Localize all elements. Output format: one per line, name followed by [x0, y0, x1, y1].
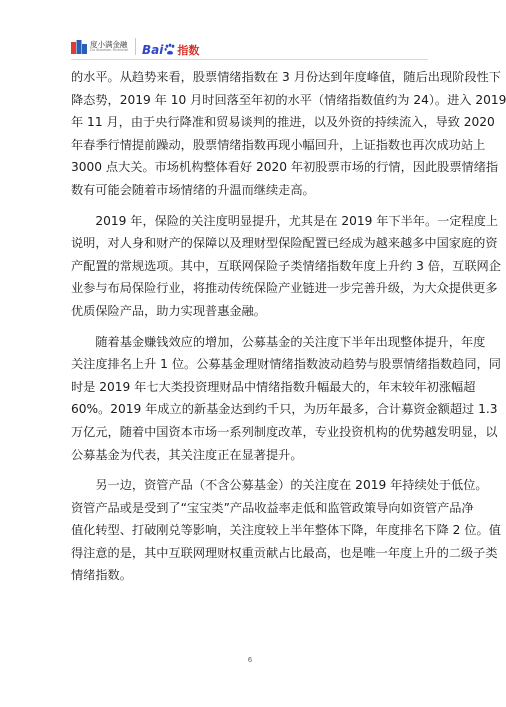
text-line: 得注意的是，其中互联网理财权重贡献占比最高，也是唯一年度上升的二级子类: [71, 545, 498, 560]
text-line: 降态势，2019 年 10 月时回落至年初的水平（情绪指数值约为 24）。进入 2019: [71, 92, 506, 107]
text-line: 关注度排名上升 1 位。公募基金理财情绪指数波动趋势与股票情绪指数趋同，同: [71, 357, 501, 372]
page-number: 6: [247, 656, 253, 664]
duxiaoman-logo-text: 度小满金融: [90, 40, 128, 49]
text-line: 情绪指数。: [71, 568, 132, 583]
duxiaoman-logo-subtitle: Du Xiaoman Financial: [90, 48, 128, 52]
text-line: 的水平。从趋势来看，股票情绪指数在 3 月份达到年度峰值，随后出现阶段性下: [71, 70, 501, 84]
text-line: 60%。2019 年成立的新基金达到约千只，为历年最多，合计募资金额超过 1.3: [71, 402, 498, 417]
text-line: 优质保险产品，助力实现普惠金融。: [71, 303, 266, 318]
text-line: 值化转型、打破刚兑等影响，关注度较上半年整体下降，年度排名下降 2 位。值: [71, 523, 501, 538]
paragraph: [71, 66, 506, 202]
baidu-index-logo: [142, 39, 199, 55]
index-logo-text: 指数: [177, 44, 200, 57]
paw-icon: [164, 43, 176, 55]
paragraph: [71, 210, 501, 323]
text-line: 随着基金赚钱效应的增加，公募基金的关注度下半年出现整体提升，年度: [71, 334, 486, 349]
text-line: 公募基金为代表，其关注度正在显著提升。: [71, 447, 303, 462]
text-line: 数有可能会随着市场情绪的升温而继续走高。: [71, 182, 315, 197]
text-line: 时是 2019 年七大类投资理财品中情绪指数升幅最大的，年末较年初涨幅超: [71, 379, 476, 394]
paragraph: [71, 474, 501, 587]
text-line: 年 11 月，由于央行降准和贸易谈判的推进，以及外资的持续流入，导致 2020: [71, 115, 495, 130]
header-rule: [71, 59, 428, 60]
paragraph: [71, 331, 501, 467]
text-line: 3000 点大关。市场机构整体看好 2020 年初股票市场的行情，因此股票情绪指: [71, 160, 499, 175]
text-line: 业参与布局保险行业，将推动传统保险产业链进一步完善升级，为大众提供更多: [71, 281, 498, 296]
baidu-logo-text: Bai: [142, 43, 164, 57]
duxiaoman-mark-icon: [71, 40, 87, 54]
logo-divider: [135, 38, 136, 55]
duxiaoman-logo: [71, 40, 151, 54]
text-line: 说明，对人身和财产的保障以及理财型保险配置已经成为越来越多中国家庭的资: [71, 236, 498, 251]
text-line: 资管产品或是受到了“宝宝类”产品收益率走低和监管政策导向如资管产品净: [71, 500, 474, 515]
text-line: 产配置的常规选项。其中，互联网保险子类情绪指数年度上升约 3 倍，互联网企: [71, 258, 501, 273]
page-header: [0, 0, 500, 62]
document-body: [71, 66, 506, 587]
text-line: 年春季行情提前躁动，股票情绪指数再现小幅回升，上证指数也再次成功站上: [71, 137, 486, 152]
text-line: 2019 年，保险的关注度明显提升，尤其是在 2019 年下半年。一定程度上: [71, 213, 499, 228]
text-line: 万亿元，随着中国资本市场一系列制度改革，专业投资机构的优势越发明显，以: [71, 424, 498, 439]
text-line: 另一边，资管产品（不含公募基金）的关注度在 2019 年持续处于低位。: [71, 478, 488, 493]
